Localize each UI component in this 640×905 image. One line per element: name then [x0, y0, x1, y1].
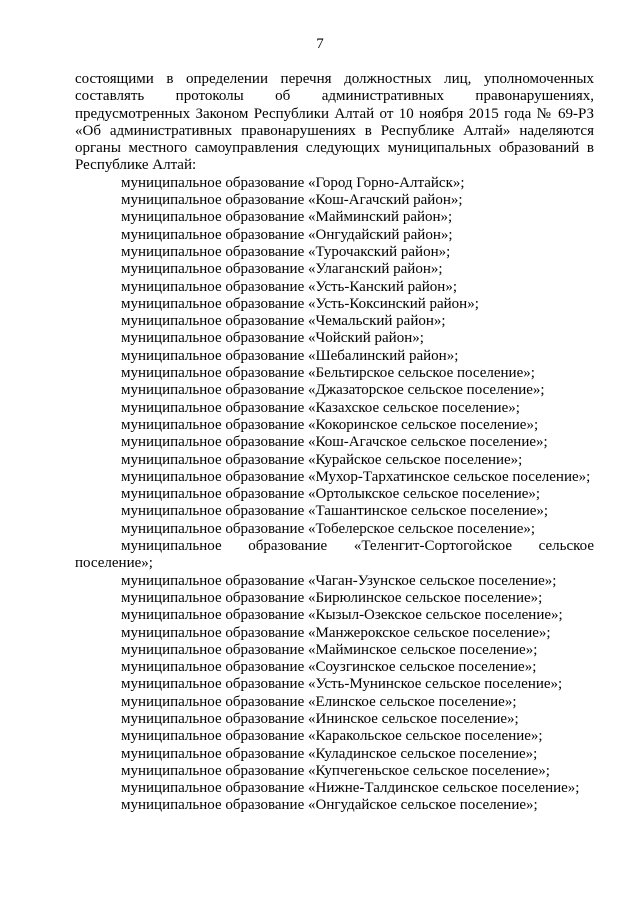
municipality-item: муниципальное образование «Кокоринское сельское поселение»; — [121, 416, 539, 433]
municipality-item: муниципальное образование «Турочакский район»; — [121, 243, 451, 260]
municipality-item: муниципальное образование «Чемальский район»; — [121, 313, 446, 330]
municipality-item: муниципальное образование «Ининское сельское поселение»; — [121, 710, 519, 727]
municipality-item: муниципальное образование «Каракольское сельское поселение»; — [121, 728, 543, 745]
municipality-item: муниципальное образование «Чаган-Узунское сельское поселение»; — [121, 572, 557, 589]
municipality-item: муниципальное образование «Теленгит-Сортогойское сельское поселение»; — [75, 538, 594, 572]
municipality-item: муниципальное образование «Бирюлинское сельское поселение»; — [121, 589, 543, 606]
municipality-item: муниципальное образование «Шебалинский район»; — [121, 347, 459, 364]
municipality-item: муниципальное образование «Город Горно-Алтайск»; — [121, 174, 465, 191]
municipality-item: муниципальное образование «Онгудайский район»; — [121, 226, 453, 243]
municipality-item: муниципальное образование «Чойский район»; — [121, 330, 424, 347]
municipality-item: муниципальное образование «Елинское сельское поселение»; — [121, 693, 517, 710]
municipality-item: муниципальное образование «Манжерокское сельское поселение»; — [121, 624, 551, 641]
municipality-item: муниципальное образование «Казахское сельское поселение»; — [121, 399, 520, 416]
municipality-item: муниципальное образование «Ортолыкское сельское поселение»; — [121, 486, 541, 503]
municipality-item: муниципальное образование «Кызыл-Озекское сельское поселение»; — [121, 607, 563, 624]
municipality-item: муниципальное образование «Бельтирское сельское поселение»; — [121, 365, 535, 382]
municipality-item: муниципальное образование «Усть-Канский район»; — [121, 278, 457, 295]
municipality-item: муниципальное образование «Майминское сельское поселение»; — [121, 641, 538, 658]
document-body — [75, 71, 594, 815]
municipality-item: муниципальное образование «Мухор-Тархатинское сельское поселение»; — [121, 468, 591, 485]
municipality-item: муниципальное образование «Курайское сельское поселение»; — [121, 451, 523, 468]
municipality-item: муниципальное образование «Усть-Коксинский район»; — [121, 295, 479, 312]
municipality-item: муниципальное образование «Нижне-Талдинское сельское поселение»; — [121, 780, 580, 797]
municipality-item: муниципальное образование «Купчегеньское сельское поселение»; — [121, 762, 550, 779]
municipality-item: муниципальное образование «Тобелерское сельское поселение»; — [121, 520, 536, 537]
municipality-item: муниципальное образование «Майминский район»; — [121, 209, 453, 226]
municipality-item: муниципальное образование «Соузгинское сельское поселение»; — [121, 659, 537, 676]
municipality-item: муниципальное образование «Ташантинское сельское поселение»; — [121, 503, 549, 520]
municipality-item: муниципальное образование «Онгудайское сельское поселение»; — [121, 797, 538, 814]
municipality-item: муниципальное образование «Усть-Мунинское сельское поселение»; — [121, 676, 563, 693]
municipality-item: муниципальное образование «Куладинское сельское поселение»; — [121, 745, 538, 762]
page-number: 7 — [316, 36, 324, 52]
intro-paragraph: состоящими в определении перечня должностных лиц, уполномоченных составлять протоколы об административных правонарушениях, предусмотренных Законом Республики Алтай от 10 ноября 2015 года № 69-РЗ «Об административных правонарушениях в Республике Алтай» наделяются органы местного самоуправления следующих муниципальных образований в Республике Алтай: — [75, 71, 594, 174]
municipality-item: муниципальное образование «Улаганский район»; — [121, 261, 443, 278]
municipality-list — [75, 175, 594, 815]
municipality-item: муниципальное образование «Кош-Агачское сельское поселение»; — [121, 434, 548, 451]
municipality-item: муниципальное образование «Джазаторское сельское поселение»; — [121, 382, 545, 399]
municipality-item: муниципальное образование «Кош-Агачский район»; — [121, 192, 463, 209]
